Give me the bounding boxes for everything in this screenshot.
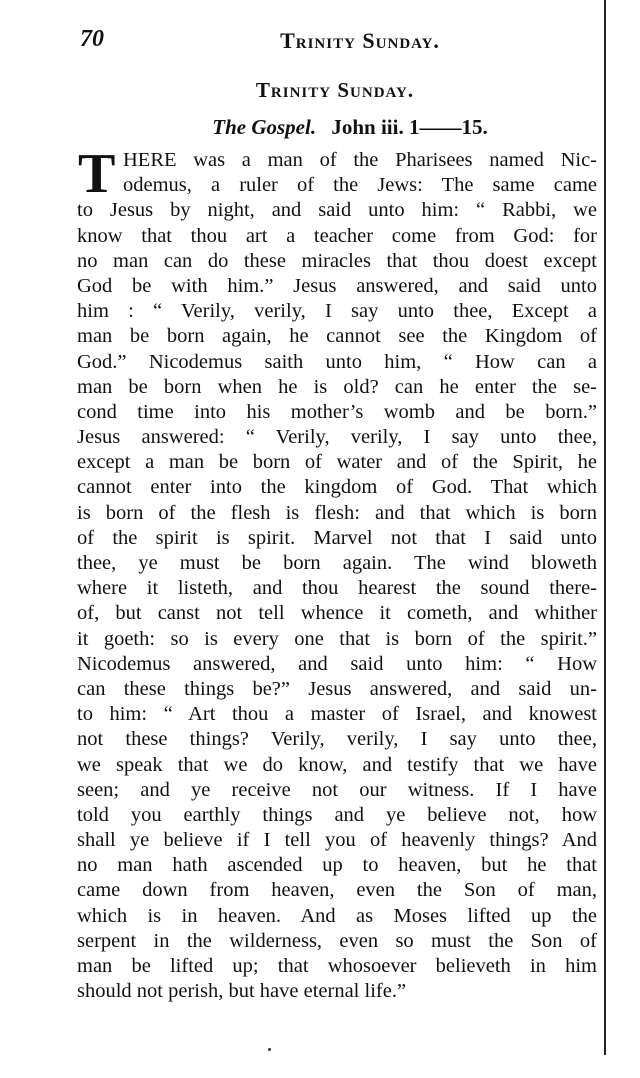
text-line: man be born again, he cannot see the Kingdom of [77, 325, 597, 348]
text-line: told you earthly things and ye believe not, how [77, 803, 597, 826]
text-line: serpent in the wilderness, even so must the Son of [77, 929, 597, 952]
text-line: man be lifted up; that whosoever believeth in him [77, 955, 597, 977]
text-line: no man can do these miracles that thou doest except [77, 249, 597, 272]
text-line: no man hath ascended up to heaven, but he that [77, 854, 597, 877]
text-line: of, but canst not tell whence it cometh, and whither [77, 602, 597, 625]
text-line: of the spirit is spirit. Marvel not that I said unto [77, 526, 597, 549]
text-line: Nicodemus answered, and said unto him: “ How [77, 652, 597, 675]
text-line: we speak that we do know, and testify that we have [77, 753, 597, 776]
page-number: 70 [80, 26, 104, 52]
section-title: Trinity Sunday. [255, 78, 415, 102]
text-line: it goeth: so is every one that is born of the spirit.” [77, 627, 597, 650]
text-line: odemus, a ruler of the Jews: The same came [123, 174, 597, 197]
text-line: HERE was a man of the Pharisees named Nic- [123, 149, 597, 171]
text-line: God.” Nicodemus saith unto him, “ How can a [77, 350, 597, 373]
text-line: thee, ye must be born again. The wind bloweth [77, 552, 597, 574]
text-line: where it listeth, and thou hearest the sound there- [77, 577, 597, 600]
text-line: to him: “ Art thou a master of Israel, and knowest [77, 703, 597, 726]
text-line: Jesus answered: “ Verily, verily, I say unto thee, [77, 426, 597, 449]
text-line: not these things? Verily, verily, I say unto thee, [77, 728, 597, 751]
drop-cap: T [78, 143, 116, 205]
text-line: is born of the flesh is flesh: and that which is born [77, 501, 597, 524]
gospel-reference [150, 115, 550, 140]
gospel-text [77, 143, 597, 1004]
text-line: man be born when he is old? can he enter the se- [77, 375, 597, 398]
text-line: can these things be?” Jesus answered, and said un- [77, 677, 597, 700]
gospel-label: The Gospel. [212, 115, 317, 139]
text-line: should not perish, but have eternal life.” [77, 980, 407, 1003]
text-line: except a man be born of water and of the Spirit, he [77, 451, 597, 474]
page-edge-rule [604, 0, 606, 1055]
gospel-citation: John iii. 1——15. [331, 115, 488, 139]
text-line: seen; and ye receive not our witness. If I have [77, 778, 597, 801]
text-line: cannot enter into the kingdom of God. That which [77, 476, 597, 499]
text-line: which is in heaven. And as Moses lifted up the [77, 904, 597, 927]
running-head: Trinity Sunday. [280, 28, 440, 53]
text-line: him : “ Verily, verily, I say unto thee, Except a [77, 300, 597, 323]
footer-mark [268, 1048, 271, 1051]
text-line: cond time into his mother’s womb and be born.” [77, 400, 597, 423]
text-line: to Jesus by night, and said unto him: “ Rabbi, we [77, 199, 597, 222]
text-line: God be with him.” Jesus answered, and said unto [77, 274, 597, 297]
text-line: know that thou art a teacher come from God: for [77, 224, 597, 247]
text-line: shall ye believe if I tell you of heavenly things? And [77, 829, 597, 852]
text-line: came down from heaven, even the Son of man, [77, 879, 597, 902]
